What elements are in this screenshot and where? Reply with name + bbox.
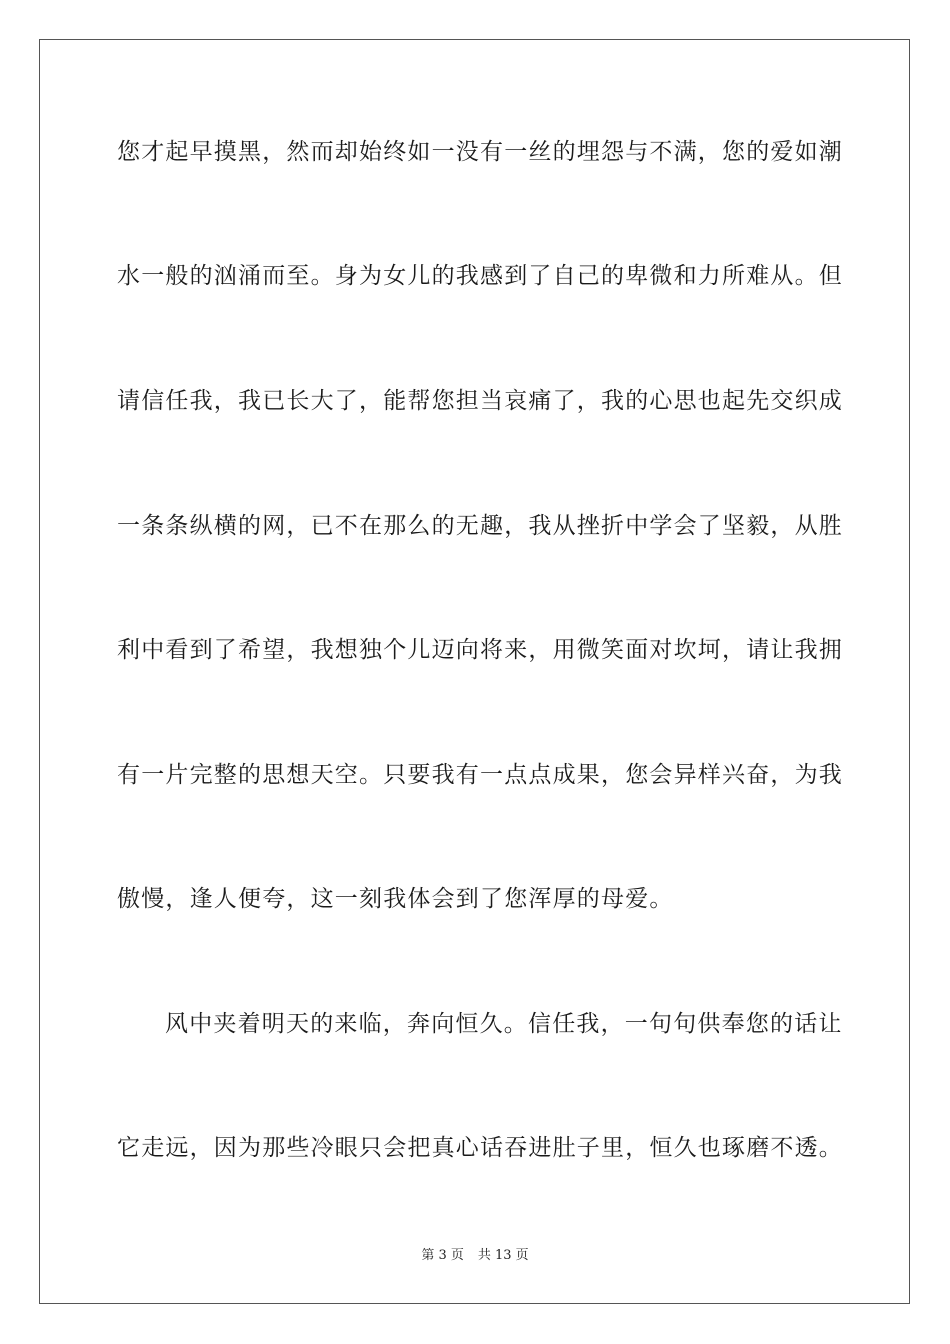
paragraph-line: 请信任我，我已长大了，能帮您担当哀痛了，我的心思也起先交织成	[117, 388, 843, 414]
paragraph-line: 一条条纵横的网，已不在那么的无趣，我从挫折中学会了坚毅，从胜	[117, 513, 843, 539]
paragraph-line: 您才起早摸黑，然而却始终如一没有一丝的埋怨与不满，您的爱如潮	[117, 139, 843, 165]
paragraph-line-last: 傲慢，逢人便夸，这一刻我体会到了您浑厚的母爱。	[117, 886, 674, 912]
paragraph-line: 利中看到了希望，我想独个儿迈向将来，用微笑面对坎坷，请让我拥	[117, 637, 843, 663]
paragraph-line: 它走远，因为那些冷眼只会把真心话吞进肚子里，恒久也琢磨不透。	[117, 1135, 843, 1161]
page-total: 共 13 页	[477, 1248, 529, 1263]
paragraph-line-indented: 风中夹着明天的来临，奔向恒久。信任我，一句句供奉您的话让	[165, 1011, 843, 1037]
page-border	[39, 39, 910, 1304]
paragraph-line: 水一般的汹涌而至。身为女儿的我感到了自己的卑微和力所难从。但	[117, 263, 843, 289]
page-number: 第 3 页	[421, 1248, 464, 1263]
page-footer	[0, 1248, 950, 1264]
paragraph-line: 有一片完整的思想天空。只要我有一点点成果，您会异样兴奋，为我	[117, 762, 843, 788]
